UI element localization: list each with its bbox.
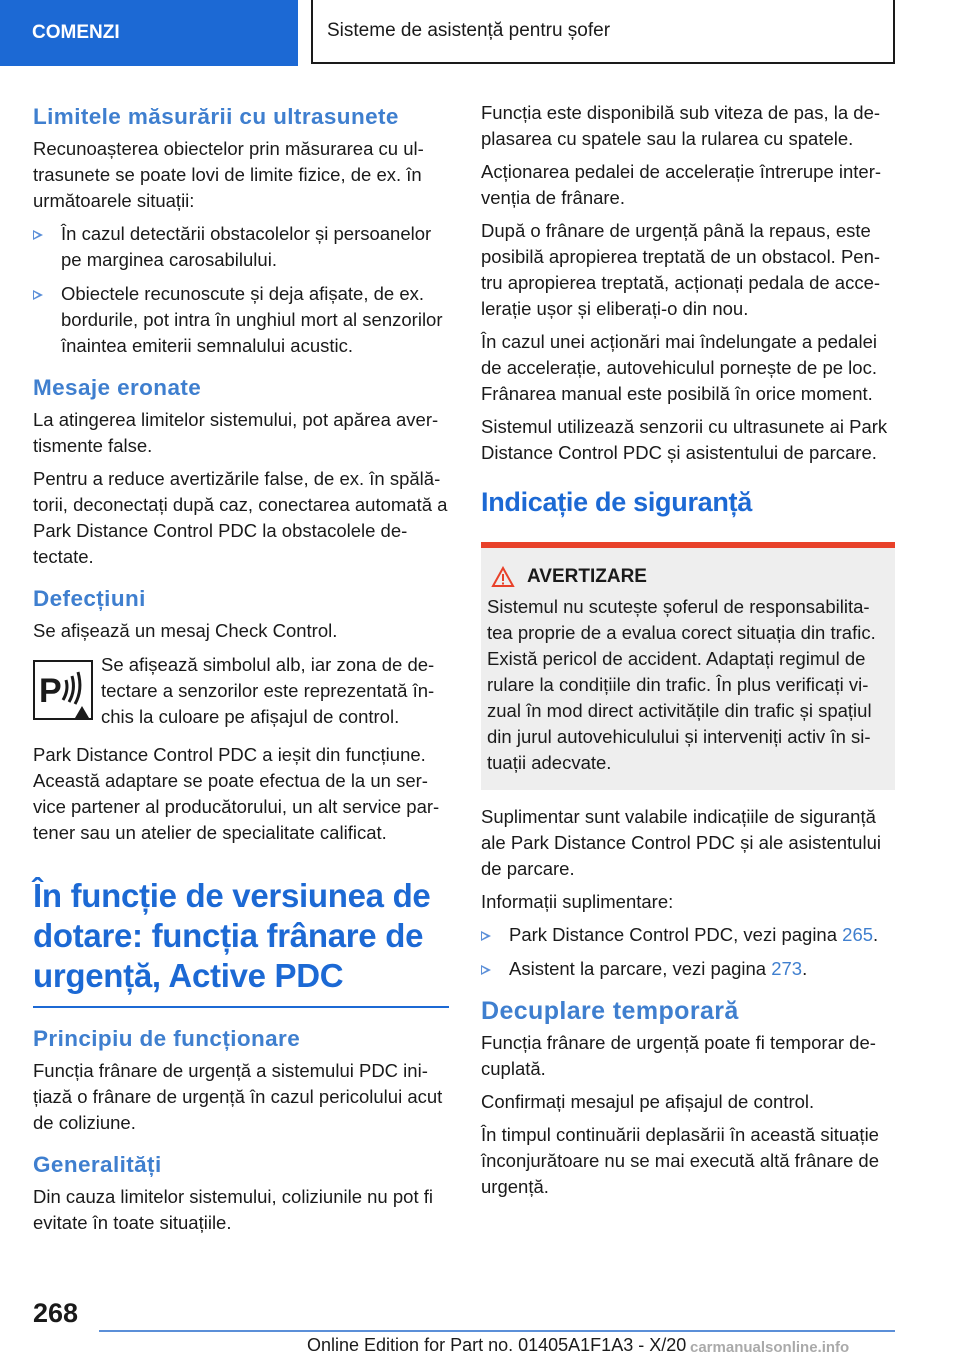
left-column <box>33 100 449 1243</box>
paragraph: Funcția este disponibilă sub viteza de pas, la deplasarea cu spatele sau la rularea cu spatele. <box>481 102 881 149</box>
heading-false-messages: Mesaje eronate <box>33 375 202 400</box>
warning-box <box>481 542 895 790</box>
heading-malfunctions: Defecțiuni <box>33 586 146 611</box>
heading-general: Generalități <box>33 1152 162 1177</box>
triangle-bullet-icon <box>481 965 491 975</box>
pdc-fault-icon <box>33 660 93 720</box>
section-title: În funcție de versiunea de dotare: funcția frânare de urgență, Active PDC <box>33 877 431 994</box>
footer-divider <box>99 1330 895 1332</box>
paragraph: La atingerea limitelor sistemului, pot apărea avertismente false. <box>33 409 439 456</box>
paragraph: Acționarea pedalei de accelerație întrerupe intervenția de frânare. <box>481 161 882 208</box>
pdc-symbol-text: Se afișează simbolul alb, iar zona de detectare a senzorilor este reprezentată închis la culoare pe afișajul de control. <box>101 654 435 727</box>
heading-ultrasonic-limits: Limitele măsurării cu ultrasunete <box>33 104 399 129</box>
paragraph: După o frânare de urgență până la repaus, este posibilă apropierea treptată de un obstacol. Pentru apropierea treptată, acționați pedala de accelerație ușor și eliberați-o din nou. <box>481 220 881 319</box>
page-link-265[interactable]: 265 <box>842 924 874 945</box>
right-column <box>481 100 895 1207</box>
svg-text:P: P <box>39 672 62 710</box>
list-item: Park Distance Control PDC, vezi pagina 265. <box>481 922 895 948</box>
list-item: Asistent la parcare, vezi pagina 273. <box>481 956 895 982</box>
warning-text: Sistemul nu scutește șoferul de responsabilitatea proprie de a evalua corect situația din trafic. Există pericol de accident. Adaptați regimul de rulare la condițiile din trafic. În plus verificați vizual în mod direct activitățile din trafic și spațiul din jurul autovehiculului și interveniți activ în situații adecvate. <box>487 596 876 773</box>
section-tab[interactable]: COMENZI <box>0 0 298 66</box>
paragraph: Suplimentar sunt valabile indicațiile de siguranță ale Park Distance Control PDC și ale asistentului de parcare. <box>481 806 881 879</box>
triangle-bullet-icon <box>33 230 43 240</box>
paragraph: În timpul continuării deplasării în această situație înconjurătoare nu se mai execută altă frânare de urgență. <box>481 1124 879 1197</box>
triangle-bullet-icon <box>33 290 43 300</box>
paragraph: Funcția frânare de urgență a sistemului PDC inițiază o frânare de urgență în cazul pericolului acut de coliziune. <box>33 1060 443 1133</box>
heading-temporary-decoupling: Decuplare temporară <box>481 997 739 1025</box>
footer-edition: Online Edition for Part no. 01405A1F1A3 - X/20 <box>307 1335 687 1355</box>
paragraph: Recunoașterea obiectelor prin măsurarea cu ultrasunete se poate lovi de limite fizice, de ex. în următoarele situații: <box>33 138 424 211</box>
page-link-273[interactable]: 273 <box>771 958 803 979</box>
pdc-symbol-row <box>33 652 449 730</box>
paragraph: Pentru a reduce avertizările false, de ex. în spălătorii, deconectați după caz, conectarea automată a Park Distance Control PDC la obstacolele detectate. <box>33 468 448 567</box>
paragraph: Informații suplimentare: <box>481 891 674 912</box>
paragraph: Sistemul utilizează senzorii cu ultrasunete ai Park Distance Control PDC și asistentului de parcare. <box>481 416 888 463</box>
paragraph: Park Distance Control PDC a ieșit din funcțiune. Această adaptare se poate efectua de la un service partener al producătorului, un alt service partener sau un atelier de specialitate calificat. <box>33 744 440 843</box>
paragraph: Funcția frânare de urgență poate fi temporar decuplată. <box>481 1032 876 1079</box>
page-header <box>0 0 960 66</box>
triangle-bullet-icon <box>481 931 491 941</box>
warning-triangle-icon <box>491 566 515 588</box>
paragraph: Din cauza limitelor sistemului, coliziunile nu pot fi evitate în toate situațiile. <box>33 1186 433 1233</box>
list-item: În cazul detectării obstacolelor și persoanelor pe marginea carosabilului. <box>33 221 449 273</box>
paragraph: În cazul unei acționări mai îndelungate a pedalei de accelerație, autovehiculul pornește de pe loc. Frânarea manual este posibilă în orice moment. <box>481 331 877 404</box>
watermark: carmanualsonline.info <box>690 1339 850 1356</box>
heading-principle: Principiu de funcționare <box>33 1026 301 1051</box>
info-list <box>481 922 895 982</box>
paragraph: Confirmați mesajul pe afișajul de control. <box>481 1091 815 1112</box>
paragraph: Se afișează un mesaj Check Control. <box>33 620 338 641</box>
heading-safety-note: Indicație de siguranță <box>481 487 752 517</box>
page-number: 268 <box>33 1298 79 1328</box>
chapter-title: Sisteme de asistență pentru șofer <box>311 0 895 64</box>
warning-title: AVERTIZARE <box>527 566 647 587</box>
list-item: Obiectele recunoscute și deja afișate, de ex. bordurile, pot intra în unghiul mort al senzorilor înaintea emiterii semnalului acustic. <box>33 281 449 359</box>
section-divider <box>33 1006 449 1008</box>
limits-list <box>33 221 449 359</box>
